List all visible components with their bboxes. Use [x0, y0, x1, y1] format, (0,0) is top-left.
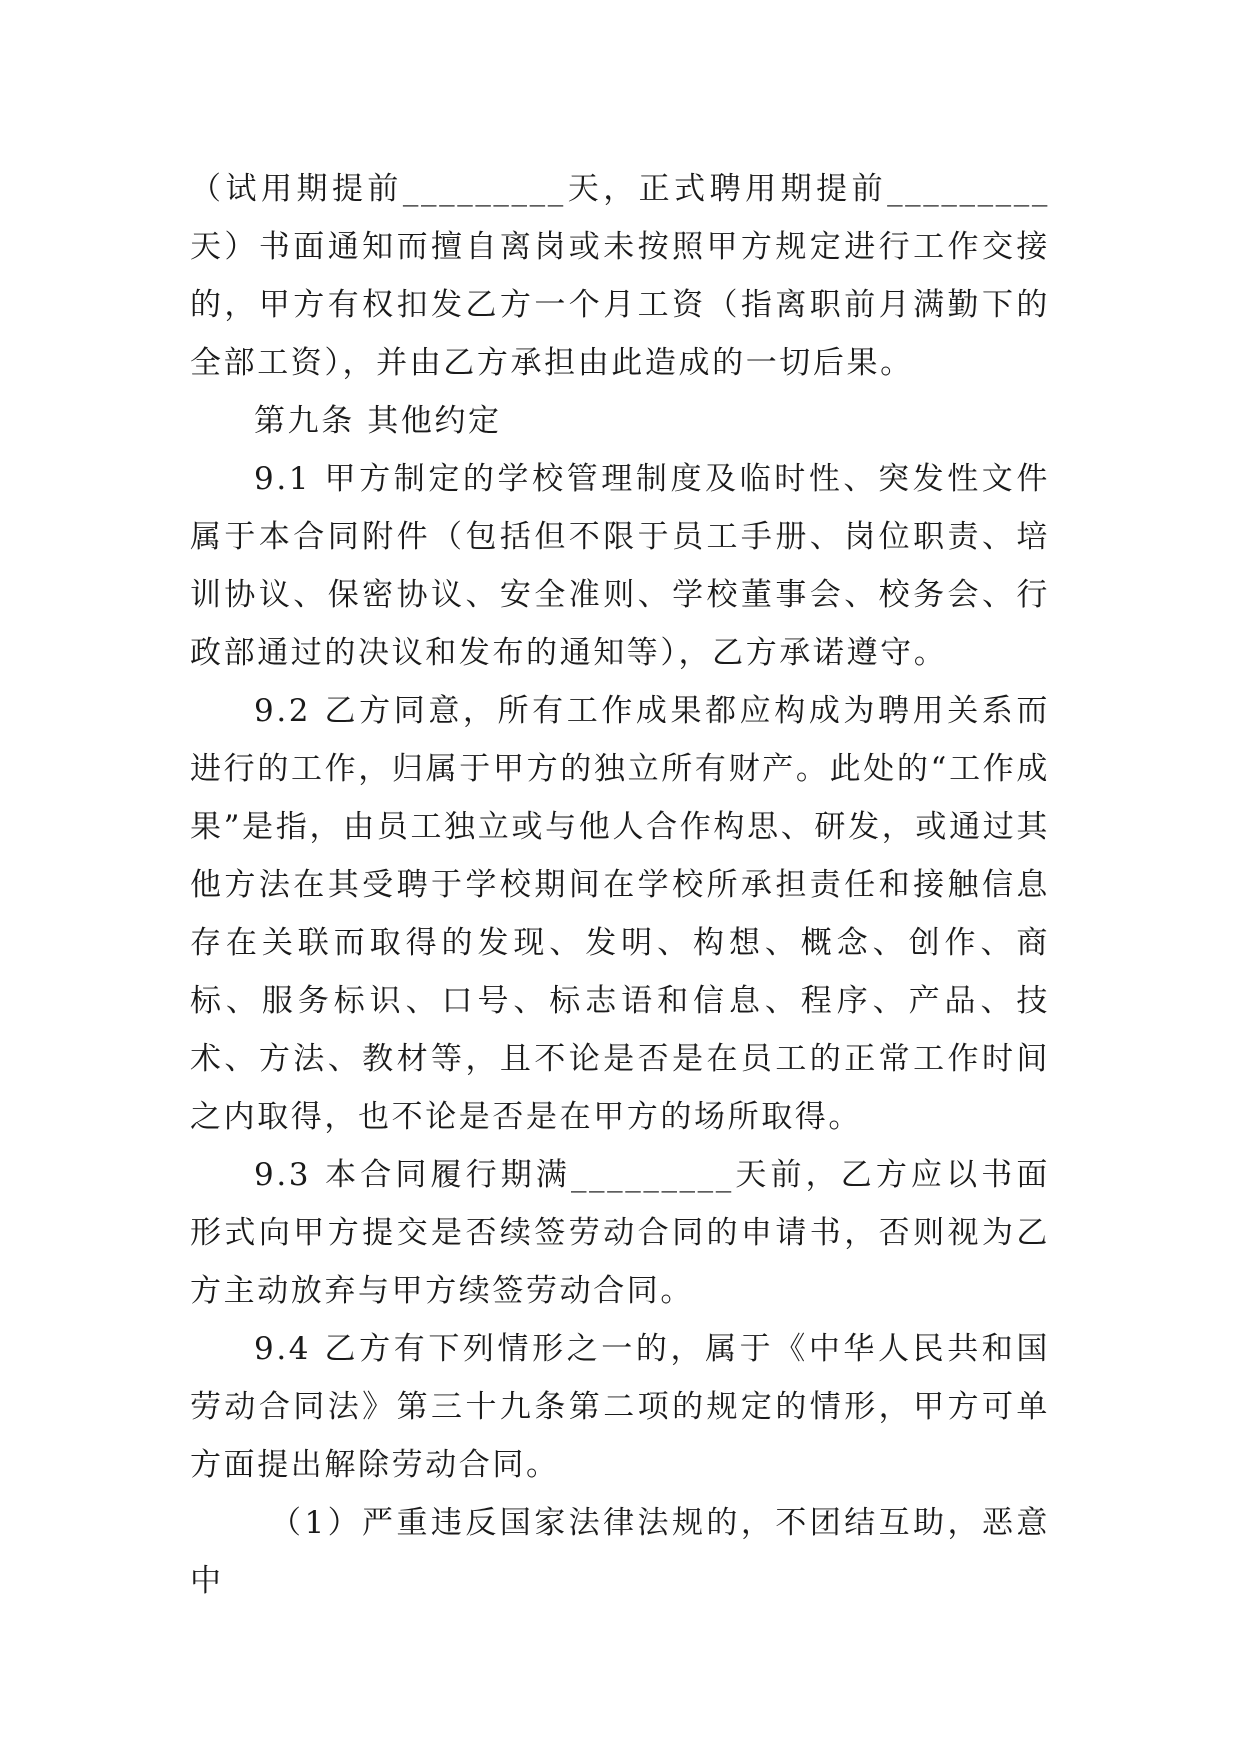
section-heading-article-9: 第九条 其他约定 [254, 403, 502, 439]
document-body [190, 160, 1050, 1610]
paragraph-9-4-item-1: （1）严重违反国家法律法规的，不团结互助，恶意中 [190, 1505, 1050, 1599]
paragraph-9-1: 9.1 甲方制定的学校管理制度及临时性、突发性文件属于本合同附件（包括但不限于员工手册、岗位职责、培训协议、保密协议、安全准则、学校董事会、校务会、行政部通过的决议和发布的通知等），乙方承诺遵守。 [190, 461, 1050, 671]
paragraph-notice-clause: （试用期提前_________天，正式聘用期提前_________天）书面通知而擅自离岗或未按照甲方规定进行工作交接的，甲方有权扣发乙方一个月工资（指离职前月满勤下的全部工资），并由乙方承担由此造成的一切后果。 [190, 171, 1050, 381]
paragraph-9-2: 9.2 乙方同意，所有工作成果都应构成为聘用关系而进行的工作，归属于甲方的独立所有财产。此处的“工作成果”是指，由员工独立或与他人合作构思、研发，或通过其他方法在其受聘于学校期间在学校所承担责任和接触信息存在关联而取得的发现、发明、构想、概念、创作、商标、服务标识、口号、标志语和信息、程序、产品、技术、方法、教材等，且不论是否是在员工的正常工作时间之内取得，也不论是否是在甲方的场所取得。 [190, 693, 1050, 1135]
paragraph-9-3: 9.3 本合同履行期满_________天前，乙方应以书面形式向甲方提交是否续签劳动合同的申请书，否则视为乙方主动放弃与甲方续签劳动合同。 [190, 1157, 1050, 1309]
paragraph-9-4: 9.4 乙方有下列情形之一的，属于《中华人民共和国劳动合同法》第三十九条第二项的规定的情形，甲方可单方面提出解除劳动合同。 [190, 1331, 1050, 1483]
